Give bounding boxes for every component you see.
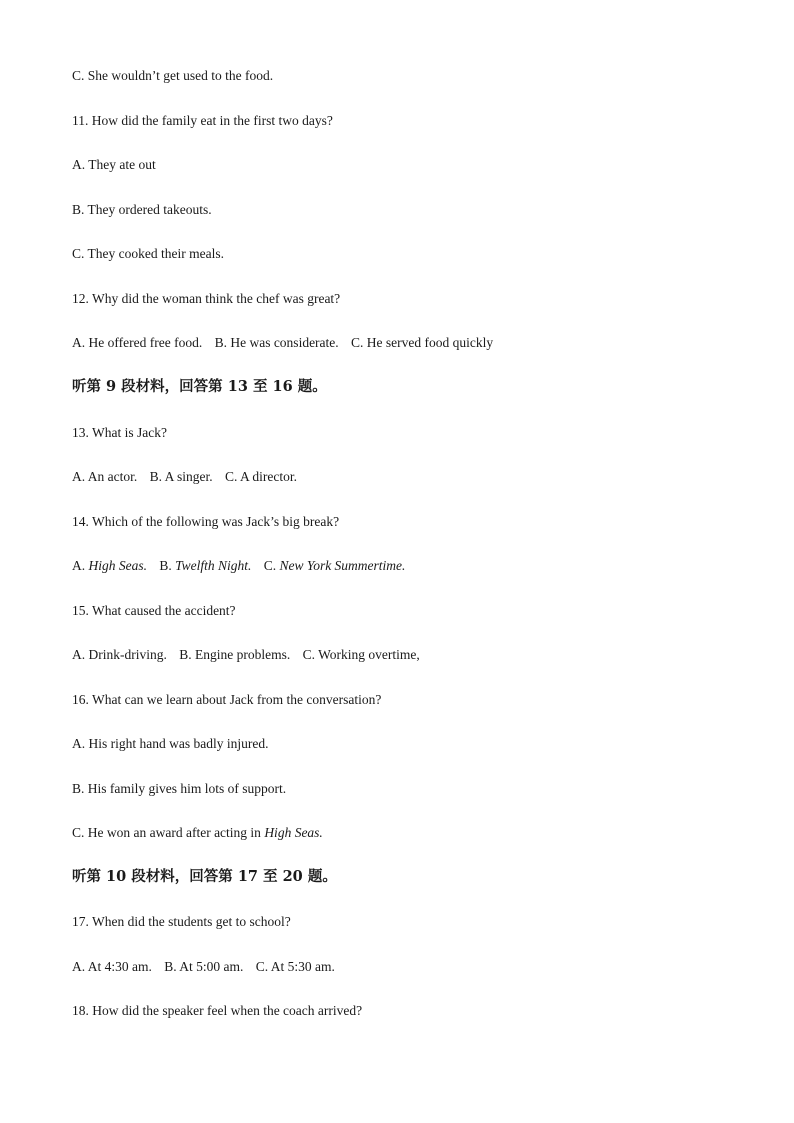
- q16-option-b: B. His family gives him lots of support.: [72, 781, 287, 796]
- q15-option-b: B. Engine problems.: [179, 647, 291, 662]
- section-9-heading: 听第 9 段材料，回答第 13 至 16 题。: [72, 378, 327, 395]
- q16-option-a: A. His right hand was badly injured.: [72, 736, 269, 751]
- q14-option-a-title: High Seas.: [88, 558, 147, 573]
- q14-option-b-title: Twelfth Night.: [175, 558, 252, 573]
- q17-question: 17. When did the students get to school?: [72, 914, 291, 929]
- q12-option-b: B. He was considerate.: [214, 335, 339, 350]
- q12-option-c: C. He served food quickly: [351, 335, 494, 350]
- q11-option-a: A. They ate out: [72, 157, 156, 172]
- q14-option-c: C. New York Summertime.: [263, 558, 406, 573]
- q14-question: 14. Which of the following was Jack’s big break?: [72, 514, 340, 529]
- q15-option-a: A. Drink-driving.: [72, 647, 167, 662]
- q16-option-c-title: High Seas.: [264, 825, 323, 840]
- q11-question: 11. How did the family eat in the first two days?: [72, 113, 333, 128]
- q13-option-b: B. A singer.: [149, 469, 213, 484]
- q10-option-c: C. She wouldn’t get used to the food.: [72, 68, 274, 83]
- q11-option-b: B. They ordered takeouts.: [72, 202, 212, 217]
- q15-options: [72, 646, 420, 664]
- q13-option-a: A. An actor.: [72, 469, 138, 484]
- q13-option-c: C. A director.: [225, 469, 298, 484]
- q12-options: [72, 334, 493, 352]
- q15-option-c: C. Working overtime,: [302, 647, 420, 662]
- q17-option-a: A. At 4:30 am.: [72, 959, 152, 974]
- q12-question: 12. Why did the woman think the chef was great?: [72, 291, 341, 306]
- q16-option-c: C. He won an award after acting in High Seas.: [72, 825, 323, 840]
- q17-option-c: C. At 5:30 am.: [255, 959, 335, 974]
- q14-option-c-title: New York Summertime.: [279, 558, 406, 573]
- q12-option-a: A. He offered free food.: [72, 335, 203, 350]
- q17-options: [72, 958, 335, 976]
- q13-question: 13. What is Jack?: [72, 425, 167, 440]
- q17-option-b: B. At 5:00 am.: [164, 959, 244, 974]
- section-10-heading: 听第 10 段材料，回答第 17 至 20 题。: [72, 868, 337, 885]
- q16-question: 16. What can we learn about Jack from the conversation?: [72, 692, 382, 707]
- q13-options: [72, 468, 297, 486]
- q11-option-c: C. They cooked their meals.: [72, 246, 224, 261]
- q18-question: 18. How did the speaker feel when the coach arrived?: [72, 1003, 363, 1018]
- q14-options: [72, 557, 405, 575]
- q14-option-b: B. Twelfth Night.: [159, 558, 252, 573]
- q14-option-a: A. High Seas.: [72, 558, 147, 573]
- q15-question: 15. What caused the accident?: [72, 603, 236, 618]
